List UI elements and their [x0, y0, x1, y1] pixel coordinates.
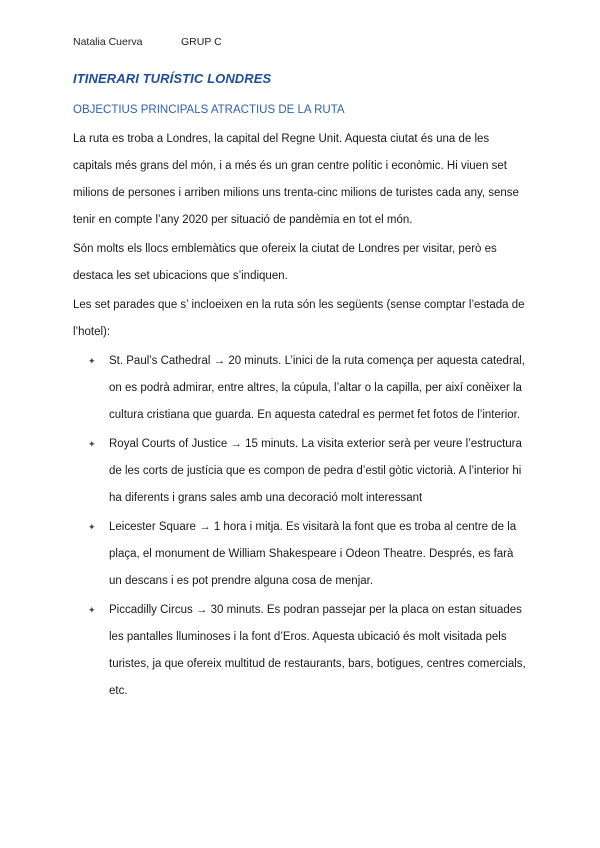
four-point-star-icon: ✦ [88, 522, 96, 532]
four-point-star-icon: ✦ [88, 605, 96, 615]
four-point-star-icon: ✦ [88, 356, 96, 366]
stop-text: Leicester Square → 1 hora i mitja. Es visitarà la font que es troba al centre de la plaça, el monument de William Shakespeare i Odeon Theatre. Després, es farà un descans i es pot prendre alguna cosa de menjar. [109, 521, 517, 587]
list-item [88, 431, 528, 512]
list-item [88, 348, 528, 429]
stop-text: St. Paul’s Cathedral → 20 minuts. L’inici de la ruta comença per aquesta catedral, on es podrà admirar, entre altres, la cúpula, l’altar o la capilla, per així conèixer la cultura cristiana que guarda. En aquesta catedral es permet fet fotos de l’interior. [109, 355, 525, 421]
page-header [73, 36, 222, 48]
paragraph-intro: La ruta es troba a Londres, la capital del Regne Unit. Aquesta ciutat és una de les capitals més grans del món, i a més és un gran centre polític i econòmic. Hi viuen set milions de persones i arriben milions uns trenta-cinc milions de turistes cada any, sense tenir en compte l’any 2020 per situació de pandèmia en tot el món. [73, 133, 519, 226]
group-label: GRUP C [181, 36, 222, 48]
list-item [88, 597, 528, 705]
stops-list [88, 348, 528, 707]
paragraph-stops-intro: Les set parades que s’ incloeixen en la ruta són les següents (sense comptar l’estada de l’hotel): [73, 299, 525, 338]
list-item [88, 514, 528, 595]
author-name: Natalia Cuerva [73, 36, 143, 48]
section-heading: OBJECTIUS PRINCIPALS ATRACTIUS DE LA RUTA [73, 104, 345, 116]
stop-text: Royal Courts of Justice → 15 minuts. La visita exterior serà per veure l’estructura de les corts de justícia que es compon de pedra d’estil gòtic victorià. A l’interior hi ha diferents i grans sales amb una decoració molt interessant [109, 438, 522, 504]
four-point-star-icon: ✦ [88, 439, 96, 449]
paragraph-landmarks: Són molts els llocs emblemàtics que ofereix la ciutat de Londres per visitar, però es destaca les set ubicacions que s’indiquen. [73, 243, 497, 282]
stop-text: Piccadilly Circus → 30 minuts. Es podran passejar per la placa on estan situades les pantalles lluminoses i la font d’Eros. Aquesta ubicació és molt visitada pels turistes, ja que ofereix multitud de restaurants, bars, botigues, centres comercials, etc. [109, 604, 526, 697]
document-title: ITINERARI TURÍSTIC LONDRES [73, 71, 272, 86]
